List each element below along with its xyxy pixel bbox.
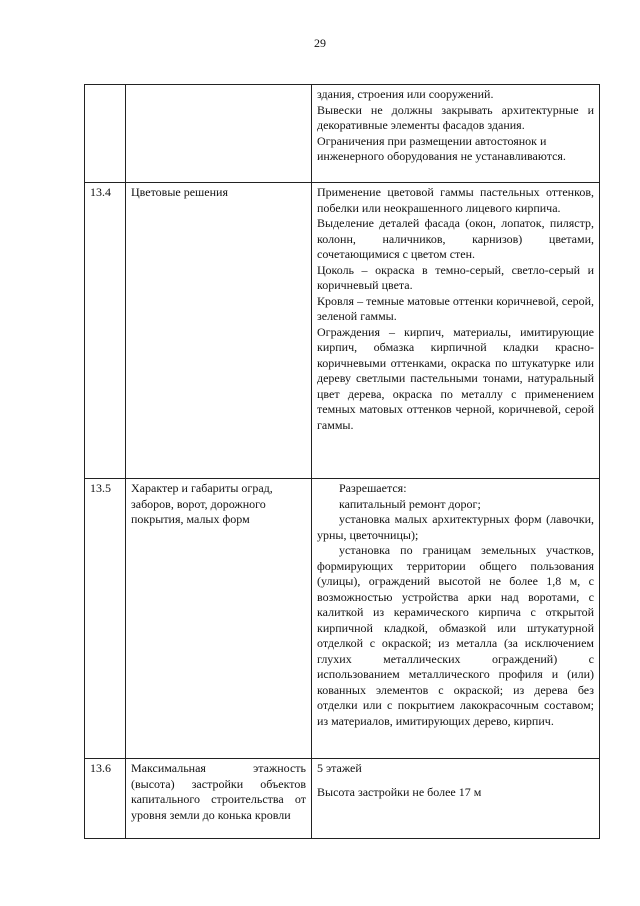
desc-paragraph: установка малых архитектурных форм (лавочки, урны, цветочницы); [317, 512, 594, 542]
desc-paragraph: Цоколь – окраска в темно-серый, светло-серый и коричневый цвета. [317, 262, 594, 292]
regulations-table [84, 84, 600, 839]
row-name [126, 85, 312, 183]
row-number: 13.5 [85, 479, 126, 759]
row-name: Характер и габариты оград, заборов, ворот, дорожного покрытия, малых форм [126, 479, 312, 759]
table-row [85, 759, 600, 839]
table-row [85, 479, 600, 759]
desc-paragraph: Высота застройки не более 17 м [317, 784, 482, 799]
desc-paragraph: Применение цветовой гаммы пастельных оттенков, побелки или неокрашенного лицевого кирпича. [317, 185, 594, 215]
row-number: 13.4 [85, 183, 126, 479]
table-row [85, 85, 600, 183]
desc-paragraph: Разрешается: [339, 481, 407, 495]
desc-paragraph: Вывески не должны закрывать архитектурные и декоративные элементы фасадов здания. [317, 102, 594, 132]
desc-paragraph: установка по границам земельных участков, формирующих территории общего пользования (улицы), ограждений высотой не более 1,8 м, с возможностью устройства арки над воротами, с калиткой из керамического кирпича с открытой кирпичной кладкой, обмазкой или штукатурной отделкой с окраской; из металла (за исключением глухих металлических ограждений) с использованием металлического профиля и (или) кованных элементов с окраской; из дерева без отделки или с покрытием лакокрасочным составом; из материалов, имитирующих дерево, кирпич. [317, 543, 594, 728]
desc-paragraph: Ограничения при размещении автостоянок и инженерного оборудования не устанавливаются. [317, 133, 566, 163]
row-description [312, 479, 600, 759]
desc-paragraph: Выделение деталей фасада (окон, лопаток, пилястр, колонн, наличников, карнизов) цветами, сочетающимися с цветом стен. [317, 216, 594, 261]
desc-paragraph: 5 этажей [317, 761, 362, 775]
page-number: 29 [314, 36, 326, 50]
row-number [85, 85, 126, 183]
desc-paragraph: капитальный ремонт дорог; [339, 496, 481, 511]
row-description [312, 759, 600, 839]
desc-paragraph: Ограждения – кирпич, материалы, имитирующие кирпич, обмазка кирпичной кладки красно-коричневыми оттенками, окраска по штукатурке или дереву светлыми пастельными тонами, натуральный цвет дерева, окраска по металлу с применением темных матовых оттенков черной, коричневой, серой гаммы. [317, 324, 594, 432]
desc-paragraph: Кровля – темные матовые оттенки коричневой, серой, зеленой гаммы. [317, 293, 594, 323]
row-description [312, 85, 600, 183]
table-row [85, 183, 600, 479]
row-name: Цветовые решения [126, 183, 312, 479]
row-description [312, 183, 600, 479]
row-name: Максимальная этажность (высота) застройки объектов капитального строительства от уровня земли до конька кровли [126, 759, 312, 839]
row-number: 13.6 [85, 759, 126, 839]
desc-paragraph: здания, строения или сооружений. [317, 87, 494, 101]
